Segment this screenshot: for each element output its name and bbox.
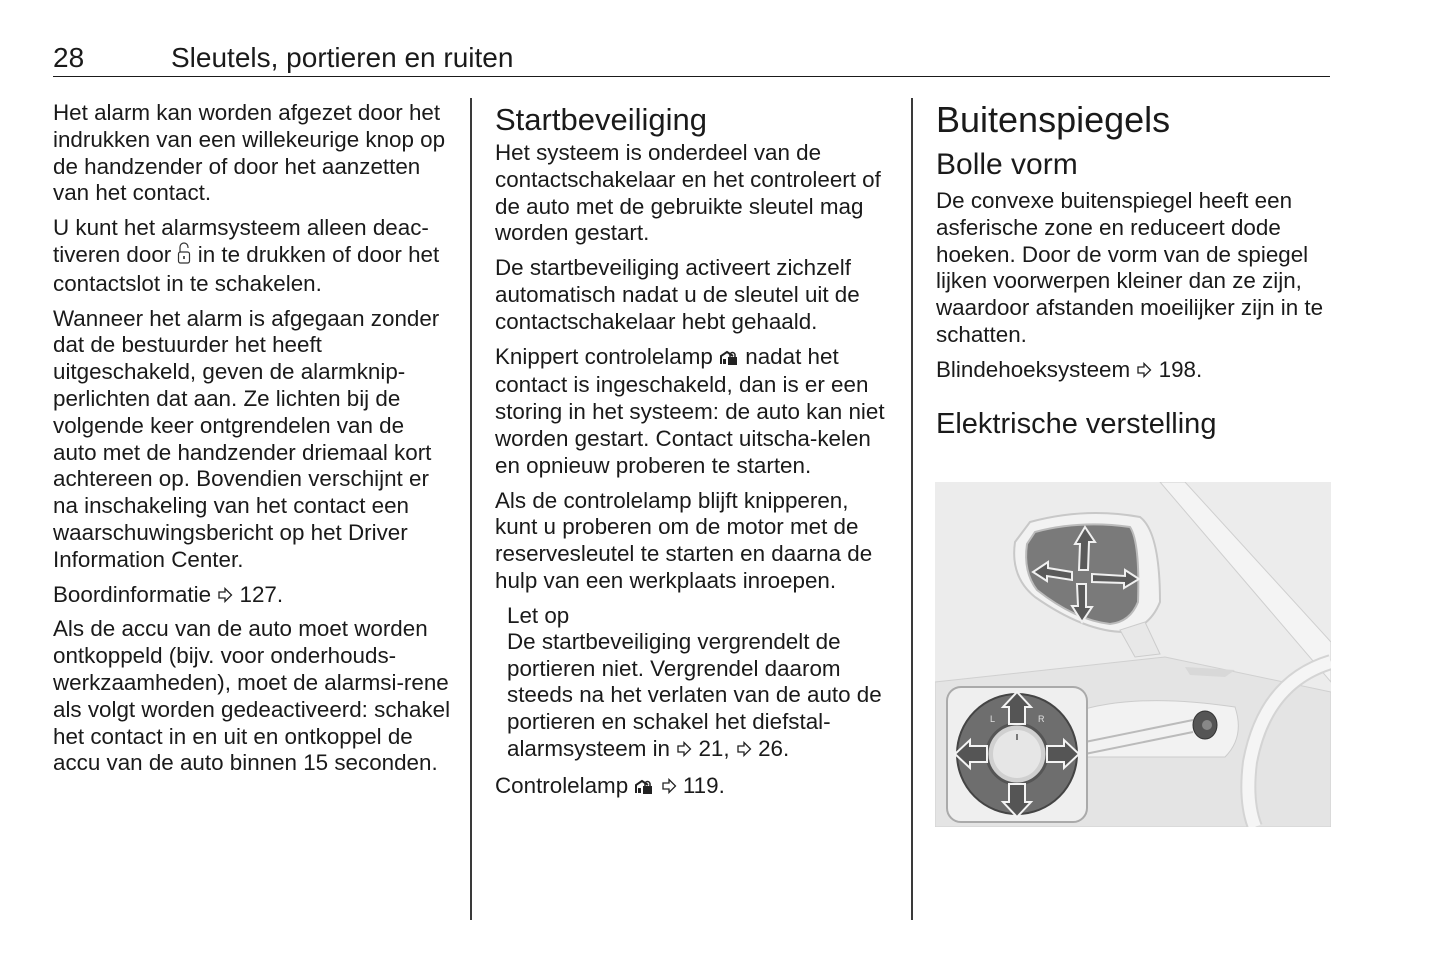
note-title: Let op (507, 602, 570, 628)
paragraph: De convexe buitenspiegel heeft een asferische zone en reduceert dode hoeken. Door de vorm van de spiegel lijken voorwerpen kleiner dan ze zijn, waardoor afstanden moeilijker zijn in te schatten. (936, 188, 1324, 347)
paragraph-warning-lamp (495, 344, 895, 480)
note-box (507, 603, 895, 763)
xref-page: 127. (239, 581, 284, 607)
text: U kunt het alarmsysteem alleen deac-tiveren door (53, 215, 429, 267)
section-heading: Buitenspiegels (936, 99, 1171, 140)
paragraph: Wanneer het alarm is afgegaan zonder dat de bestuurder het heeft uitgeschakeld, geven de alarmknip-perlichten dat aan. Ze lichten bij de volgende keer ontgrendelen van de auto met de handzender driemaal kort achtereen op. Bovendien verschijnt er na inschakeling van het contact een waarschuwingsbericht op het Driver Information Center. (53, 305, 440, 572)
text: De startbeveiliging vergrendelt de portieren niet. Vergrendel daarom steeds na het verlaten van de auto de portieren en schakel het diefstal-alarmsysteem in (507, 628, 882, 761)
text: in te drukken of door het contactslot in te schakelen. (53, 241, 440, 296)
switch-label-right: R (1038, 714, 1045, 724)
cross-reference[interactable] (53, 582, 453, 609)
xref-page: 119. (682, 772, 725, 798)
mirror-adjustment-figure (935, 482, 1331, 827)
column-divider (470, 98, 472, 920)
xref-page[interactable]: 21, (698, 735, 730, 761)
column-mirrors (936, 100, 1336, 442)
unlock-icon (177, 242, 191, 271)
note-text (507, 629, 895, 763)
xref-page[interactable]: 26. (758, 735, 790, 761)
paragraph-deactivate (53, 215, 453, 297)
mirror-illustration (935, 482, 1331, 827)
paragraph: Als de controlelamp blijft knipperen, kunt u proberen om de motor met de reservesleutel te starten en daarna de hulp van een werkplaats inroepen. (495, 487, 873, 593)
text: Knippert controlelamp (495, 343, 713, 369)
switch-label-left: L (990, 714, 996, 724)
column-alarm (53, 100, 453, 785)
subsection-heading: Elektrische verstelling (936, 407, 1217, 440)
section-heading: Startbeveiliging (495, 102, 707, 137)
page-number: 28 (53, 42, 85, 73)
xref-label: Controlelamp (495, 772, 629, 798)
cross-reference[interactable] (936, 357, 1336, 384)
paragraph: Als de accu van de auto moet worden ontkoppeld (bijv. voor onderhouds-werkzaamheden), moet de alarmsi-rene als volgt worden gedeactiveerd: schakel het contact in en uit en ontkoppel de accu van de auto binnen 15 seconden. (53, 616, 451, 776)
xref-label: Boordinformatie (53, 581, 212, 607)
xref-page: 198. (1158, 356, 1203, 382)
paragraph: Het alarm kan worden afgezet door het indrukken van een willekeurige knop op de handzender of door het aanzetten van het contact. (53, 100, 446, 206)
text: nadat het contact is ingeschakeld, dan is er een storing in het systeem: de auto kan niet worden gestart. Contact uitscha-kelen en opnieuw proberen te starten. (495, 343, 885, 478)
cross-reference[interactable] (495, 773, 895, 802)
page-header (53, 40, 1330, 77)
immobilizer-lamp-icon (719, 346, 739, 373)
column-immobilizer (495, 100, 895, 810)
subsection-heading: Bolle vorm (936, 148, 1078, 181)
arrow-right-icon (661, 774, 677, 790)
immobilizer-lamp-icon (634, 775, 654, 802)
arrow-right-icon (736, 737, 752, 753)
arrow-right-icon (217, 583, 233, 599)
xref-label: Blindehoeksysteem (936, 356, 1131, 382)
arrow-right-icon (1136, 358, 1152, 374)
chapter-title: Sleutels, portieren en ruiten (171, 42, 514, 73)
paragraph: De startbeveiliging activeert zichzelf automatisch nadat u de sleutel uit de contactschakelaar hebt gehaald. (495, 255, 860, 334)
arrow-right-icon (676, 737, 692, 753)
paragraph: Het systeem is onderdeel van de contactschakelaar en het controleert of de auto met de gebruikte sleutel mag worden gestart. (495, 140, 881, 246)
column-divider (911, 98, 913, 920)
